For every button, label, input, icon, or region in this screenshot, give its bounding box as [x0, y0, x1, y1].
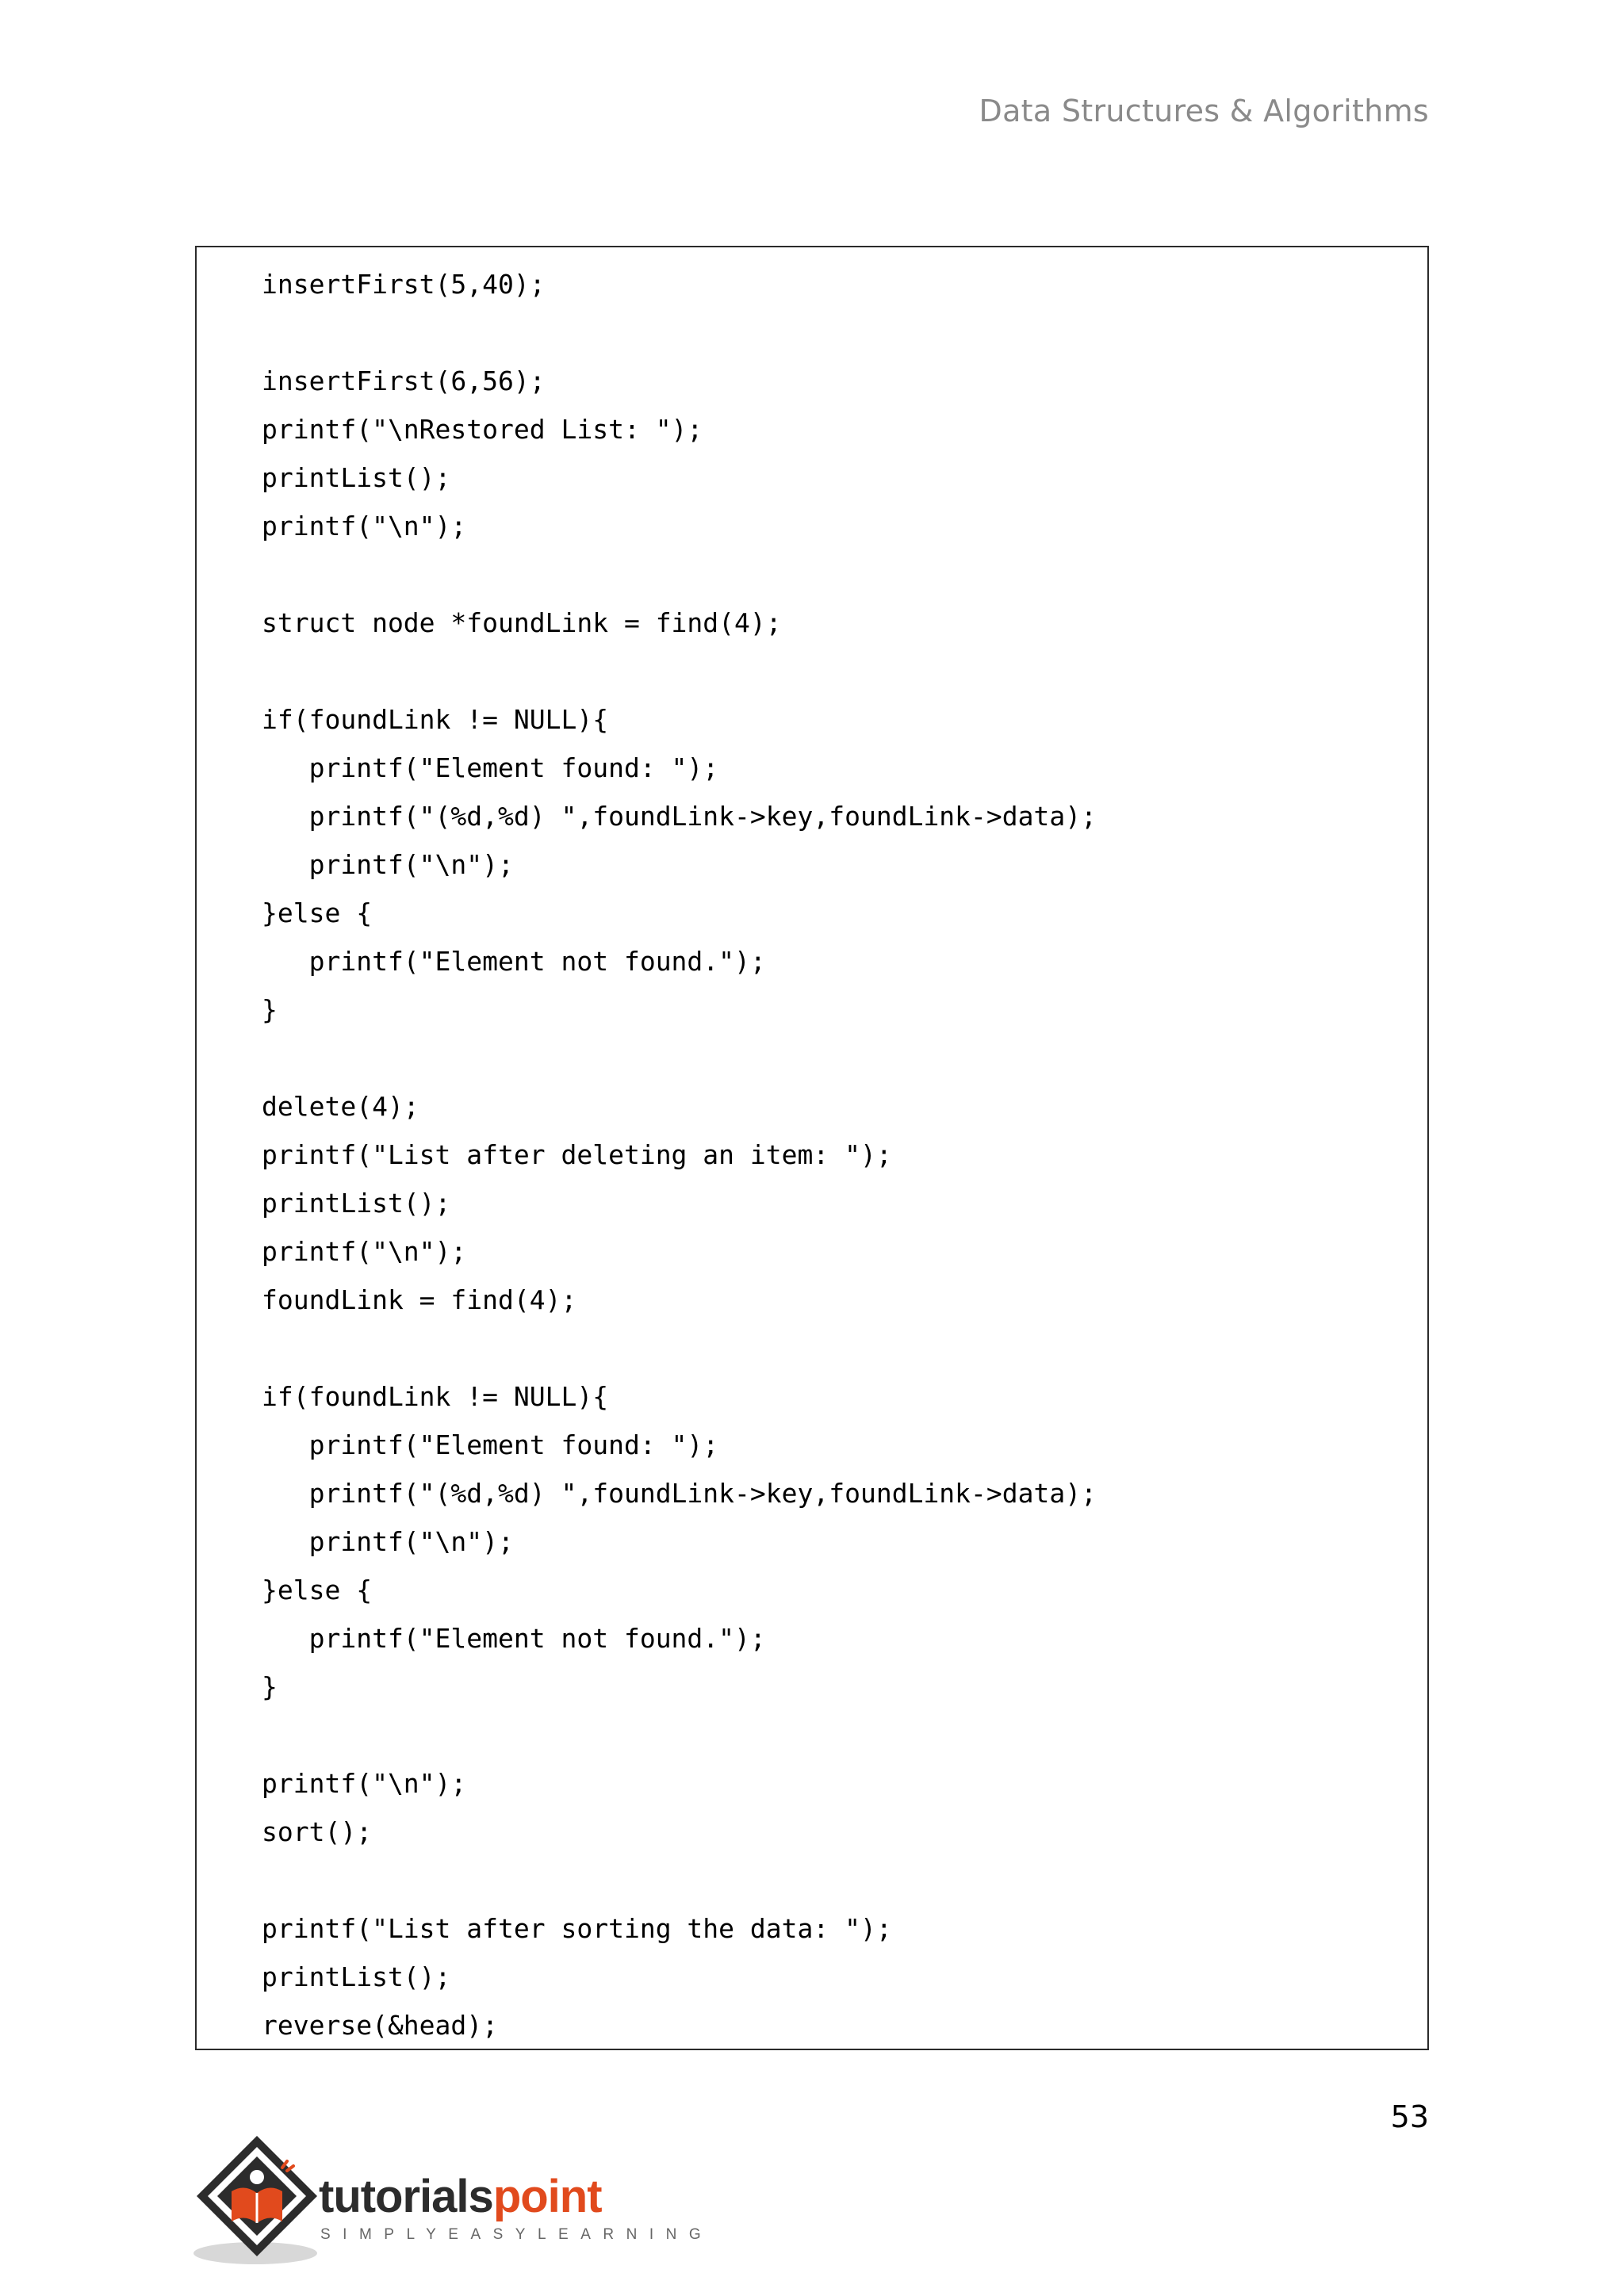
code-lines	[262, 260, 1097, 2049]
code-line	[262, 1856, 1097, 1904]
code-line: if(foundLink != NULL){	[262, 1381, 609, 1412]
code-line: printf("\n");	[262, 1236, 467, 1267]
code-line	[262, 308, 1097, 357]
code-line: printf("(%d,%d) ",foundLink->key,foundLink->data);	[262, 1478, 1097, 1509]
code-line: printf("\n");	[262, 511, 467, 541]
code-line: }else {	[262, 897, 373, 928]
code-line	[262, 1324, 1097, 1372]
code-line	[262, 1034, 1097, 1082]
code-line: foundLink = find(4);	[262, 1284, 577, 1315]
logo-wordmark-part1: tutorials	[319, 2171, 493, 2222]
code-line: delete(4);	[262, 1091, 419, 1122]
tutorialspoint-logo-icon	[193, 2133, 320, 2267]
code-line: }else {	[262, 1575, 373, 1605]
code-line: printf("\n");	[262, 1526, 514, 1557]
code-line: printf("\n");	[262, 1768, 467, 1799]
code-line: if(foundLink != NULL){	[262, 704, 609, 735]
code-line: printList();	[262, 1188, 451, 1219]
code-line: }	[262, 994, 278, 1025]
page-number: 53	[1390, 2099, 1429, 2134]
code-block	[195, 246, 1429, 2050]
code-line: printList();	[262, 462, 451, 493]
logo-wordmark	[319, 2171, 602, 2222]
code-line: struct node *foundLink = find(4);	[262, 607, 782, 638]
code-line	[262, 647, 1097, 695]
code-line: printf("(%d,%d) ",foundLink->key,foundLink->data);	[262, 801, 1097, 832]
code-line: sort();	[262, 1816, 373, 1847]
code-line: printf("List after deleting an item: ");	[262, 1139, 892, 1170]
code-line: printf("Element not found.");	[262, 1623, 766, 1654]
code-line: printf("Element not found.");	[262, 946, 766, 977]
tutorialspoint-logo	[193, 2133, 714, 2267]
page-header-title: Data Structures & Algorithms	[979, 94, 1429, 128]
logo-tagline: SIMPLYEASYLEARNING	[320, 2226, 714, 2243]
code-line: printf("Element found: ");	[262, 752, 719, 783]
code-line: printf("\n");	[262, 849, 514, 880]
code-line	[262, 1711, 1097, 1759]
code-line: reverse(&head);	[262, 2010, 499, 2041]
code-line: printf("Element found: ");	[262, 1429, 719, 1460]
code-line	[262, 550, 1097, 599]
code-line: printf("List after sorting the data: ");	[262, 1913, 892, 1944]
code-line: printList();	[262, 1961, 451, 1992]
code-line: insertFirst(6,56);	[262, 365, 546, 396]
code-line: insertFirst(5,40);	[262, 269, 546, 300]
code-line: printf("\nRestored List: ");	[262, 414, 703, 445]
logo-wordmark-part2: point	[492, 2171, 602, 2222]
code-line: }	[262, 1671, 278, 1702]
